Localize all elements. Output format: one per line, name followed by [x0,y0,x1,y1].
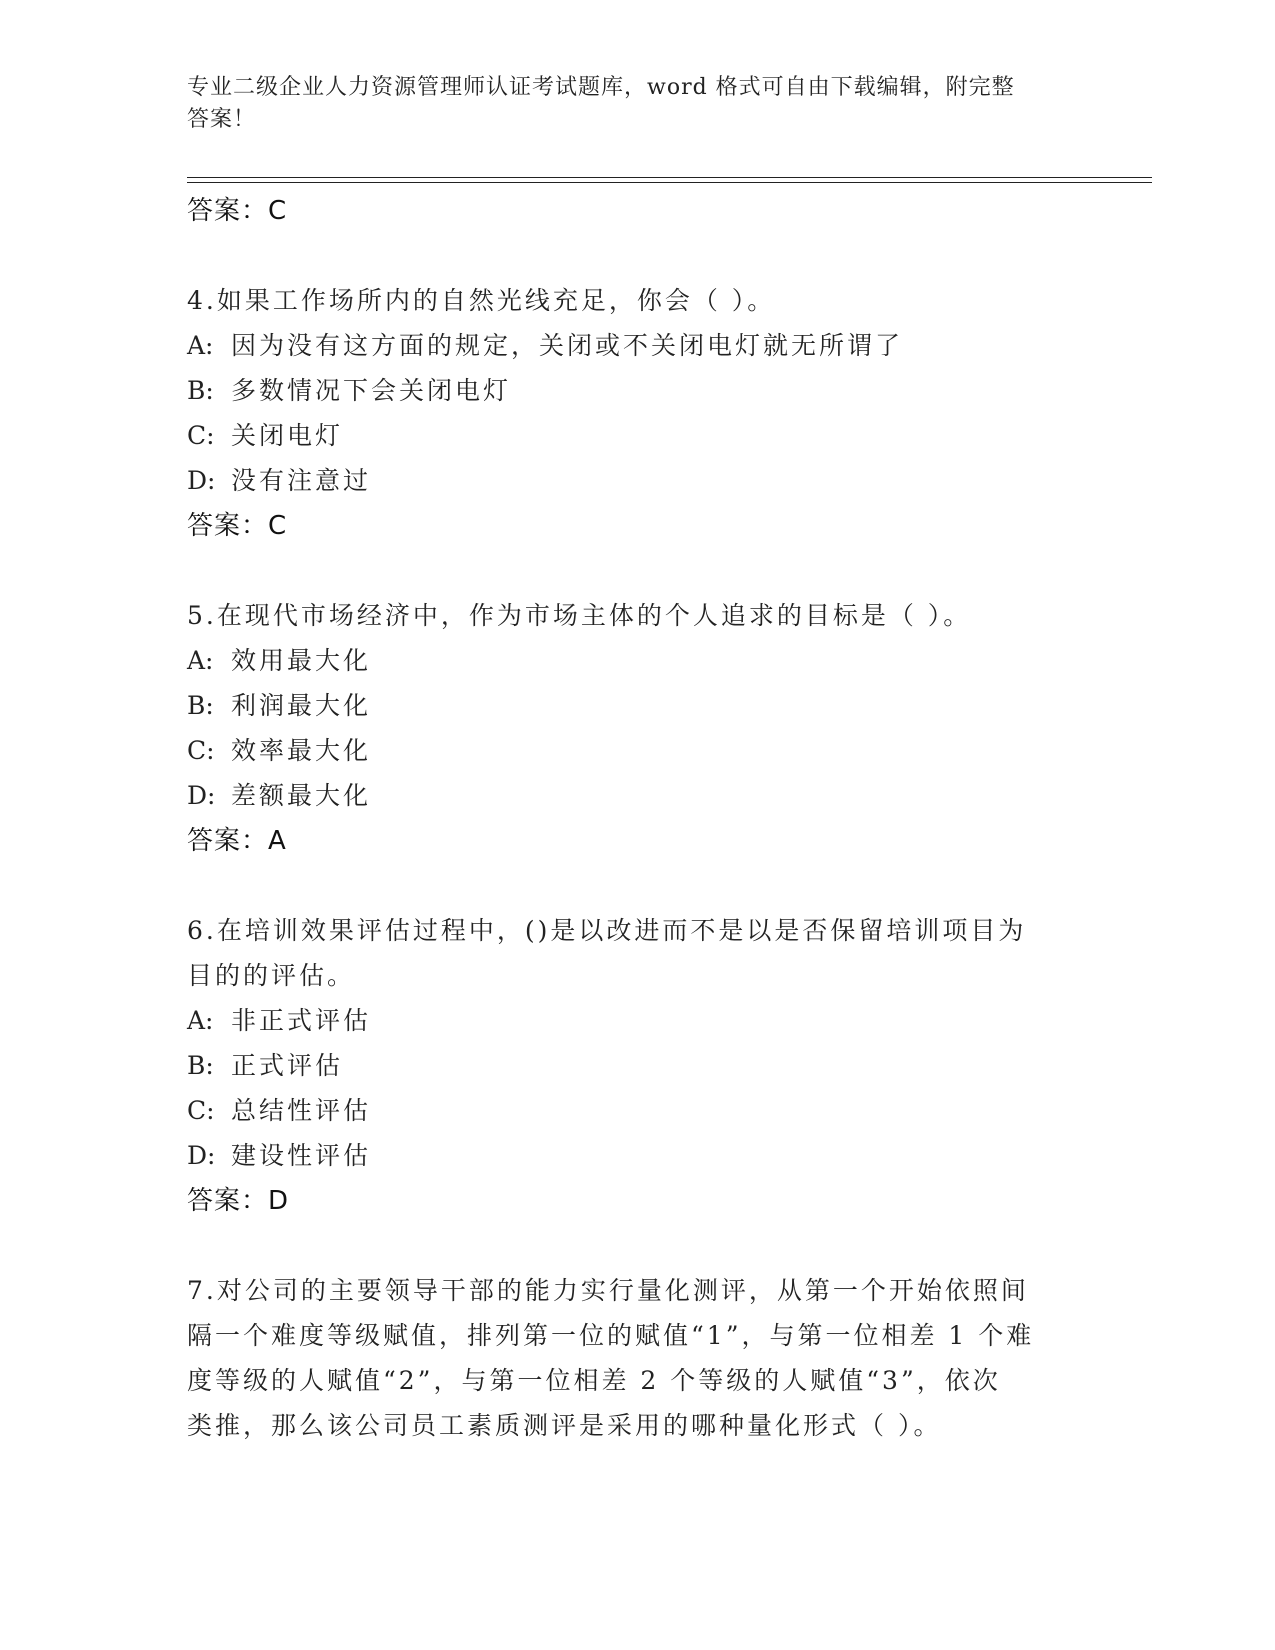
question-stem: 4.如果工作场所内的自然光线充足，你会（ ）。 [187,286,776,315]
option-text: 总结性评估 [231,1096,372,1125]
option-text: 多数情况下会关闭电灯 [231,376,512,405]
question-stem [187,1268,1077,1448]
spacer [187,234,1087,278]
option-letter: A: [187,646,214,675]
header-line-2: 答案！ [187,107,257,132]
answer: 答案：D [187,1186,290,1216]
question-stem-line: 目的的评估。 [187,961,356,990]
spacer [187,549,1087,593]
option-d [187,458,1087,503]
spacer [187,1224,1087,1268]
header-rule-top [187,177,1152,178]
question-stem-line: 6.在培训效果评估过程中，()是以改进而不是以是否保留培训项目为 [187,916,1027,945]
option-text: 正式评估 [231,1051,344,1080]
option-c [187,413,1087,458]
option-c [187,1088,1087,1133]
option-letter: A: [187,1006,214,1035]
answer: 答案：A [187,826,287,856]
option-letter: D: [187,781,216,810]
answer: 答案：C [187,511,288,541]
option-a [187,998,1087,1043]
header-rule-bottom [187,182,1152,183]
option-c [187,728,1087,773]
option-letter: D: [187,1141,216,1170]
option-text: 关闭电灯 [231,421,344,450]
question-stem [187,908,1057,998]
answer-previous-question: 答案：C [187,196,288,226]
question-stem-line: 隔一个难度等级赋值，排列第一位的赋值“1”，与第一位相差 1 个难 [187,1321,1035,1350]
question-stem: 5.在现代市场经济中，作为市场主体的个人追求的目标是（ ）。 [187,601,972,630]
question-4 [187,278,1087,549]
option-b [187,683,1087,728]
option-a [187,323,1087,368]
option-text: 效率最大化 [231,736,372,765]
option-letter: B: [187,1051,214,1080]
question-stem-line: 7.对公司的主要领导干部的能力实行量化测评，从第一个开始依照间 [187,1276,1029,1305]
option-letter: C: [187,421,215,450]
option-d [187,773,1087,818]
question-stem-line: 类推，那么该公司员工素质测评是采用的哪种量化形式（ ）。 [187,1411,942,1440]
option-text: 差额最大化 [231,781,372,810]
option-letter: B: [187,691,214,720]
question-6 [187,908,1087,1224]
option-b [187,1043,1087,1088]
option-letter: C: [187,736,215,765]
option-text: 非正式评估 [231,1006,372,1035]
option-text: 没有注意过 [231,466,372,495]
option-letter: D: [187,466,216,495]
header-line-1: 专业二级企业人力资源管理师认证考试题库，word 格式可自由下载编辑，附完整 [187,75,1015,100]
option-letter: C: [187,1096,215,1125]
option-letter: A: [187,331,214,360]
option-d [187,1133,1087,1178]
option-text: 利润最大化 [231,691,372,720]
question-stem-line: 度等级的人赋值“2”，与第一位相差 2 个等级的人赋值“3”，依次 [187,1366,1001,1395]
option-text: 效用最大化 [231,646,372,675]
option-text: 建设性评估 [231,1141,372,1170]
question-list [187,188,1087,1448]
document-header [187,72,1067,136]
question-7 [187,1268,1087,1448]
option-text: 因为没有这方面的规定，关闭或不关闭电灯就无所谓了 [231,331,904,360]
option-letter: B: [187,376,214,405]
option-a [187,638,1087,683]
spacer [187,864,1087,908]
question-5 [187,593,1087,864]
option-b [187,368,1087,413]
